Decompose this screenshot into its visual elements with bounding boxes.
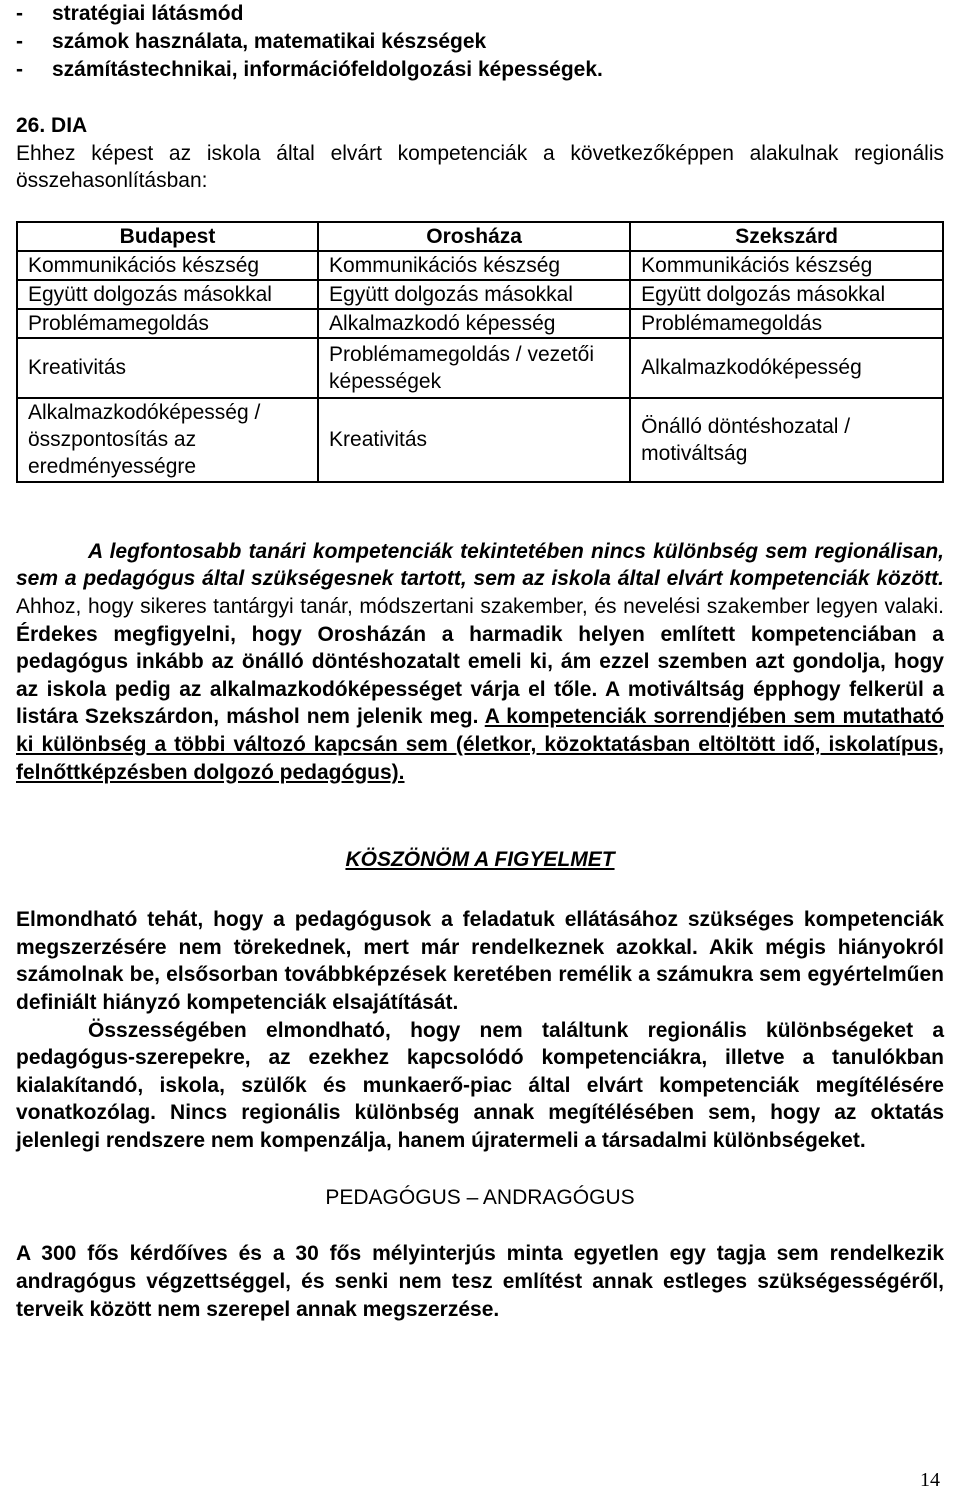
table-cell: Problémamegoldás / vezetői képességek: [318, 338, 630, 398]
paragraph-summary: Összességében elmondható, hogy nem találtunk regionális különbségeket a pedagógus-szerepekre, az ezekhez kapcsolódó kompetenciákra, illetve a tanulókban kialakítandó, iskola, szülők és munkaerő-piac által elvárt kompetenciák megítélésére vonatkozólag. Nincs regionális különbség annak megítélésében sem, hogy az oktatás jelenlegi rendszere nem kompenzálja, hanem újratermeli a társadalmi különbségeket.: [16, 1018, 944, 1152]
column-header-szekszard: Szekszárd: [630, 222, 943, 251]
table-cell: Kreativitás: [17, 338, 318, 398]
list-item: - számok használata, matematikai készségek: [16, 28, 944, 56]
findings-bold-underline: A kompetenciák sorrendjében sem mutatható ki különbség a többi változó kapcsán sem (életkor, közoktatásban eltöltött idő, iskolatípus, felnőttképzésben dolgozó pedagógus).: [16, 705, 944, 784]
heading-pedagogue-andragogue: PEDAGÓGUS – ANDRAGÓGUS: [325, 1186, 635, 1210]
table-row: [17, 309, 943, 338]
column-header-oroshaza: Orosháza: [318, 222, 630, 251]
page-number: 14: [920, 1469, 940, 1491]
findings-bold-italic: A legfontosabb tanári kompetenciák tekintetében nincs különbség sem regionálisan, sem a pedagógus által szükségesnek tartott, sem az iskola által elvárt kompetenciák között.: [16, 539, 944, 591]
slide-label: 26. DIA: [16, 114, 88, 137]
table-cell: Együtt dolgozás másokkal: [630, 280, 943, 309]
table-cell: Alkalmazkodóképesség / összpontosítás az eredményességre: [17, 398, 318, 482]
findings-normal: Ahhoz, hogy sikeres tantárgyi tanár, módszertani szakember, és nevelési szakember legyen valaki.: [16, 594, 944, 618]
table-row: [17, 398, 943, 482]
table-cell: Kommunikációs készség: [630, 251, 943, 280]
skills-list: [16, 0, 944, 84]
list-item: - stratégiai látásmód: [16, 0, 944, 28]
table-cell: Együtt dolgozás másokkal: [17, 280, 318, 309]
slide-intro: Ehhez képest az iskola által elvárt kompetenciák a következőképpen alakulnak regionális összehasonlításban:: [16, 141, 944, 193]
paragraph-findings: [16, 538, 944, 786]
table-cell: Problémamegoldás: [630, 309, 943, 338]
table-cell: Önálló döntéshozatal / motiváltság: [630, 398, 943, 482]
table-row: [17, 280, 943, 309]
heading-thanks: [16, 846, 944, 874]
table-cell: Problémamegoldás: [17, 309, 318, 338]
table-cell: Kreativitás: [318, 398, 630, 482]
paragraph-conclusion: Elmondható tehát, hogy a pedagógusok a feladatuk ellátásához szükséges kompetenciák megszerzésére nem törekednek, mert már rendelkeznek azokkal. Akik mégis hiányokról számolnak be, elsősorban továbbképzések keretében remélik a számukra sem egyértelműen definiált hiányzó kompetenciák elsajátítását.: [16, 908, 944, 1014]
document-page: [16, 0, 944, 1323]
heading-thanks-text: KÖSZÖNÖM A FIGYELMET: [345, 848, 615, 872]
list-item: - számítástechnikai, információfeldolgozási képességek.: [16, 56, 944, 84]
paragraph-andragogue: A 300 fős kérdőíves és a 30 fős mélyinterjús minta egyetlen egy tagja sem rendelkezik andragógus végzettséggel, és senki nem tesz említést annak estleges szükségességéről, terveik között nem szerepel annak megszerzése.: [16, 1242, 944, 1321]
table-row: [17, 251, 943, 280]
table-cell: Kommunikációs készség: [318, 251, 630, 280]
table-cell: Alkalmazkodó képesség: [318, 309, 630, 338]
table-header-row: [17, 222, 943, 251]
table-cell: Alkalmazkodóképesség: [630, 338, 943, 398]
table-cell: Kommunikációs készség: [17, 251, 318, 280]
table-row: [17, 338, 943, 398]
findings-bold: Érdekes megfigyelni, hogy Orosházán a harmadik helyen említett kompetenciában a pedagógus inkább az önálló döntéshozatalt emeli ki, ám ezzel szemben azt gondolja, hogy az iskola pedig az alkalmazkodóképességet várja el tőle. A motiváltság épphogy felkerül a listára Szekszárdon, máshol nem jelenik meg.: [16, 622, 944, 729]
column-header-budapest: Budapest: [17, 222, 318, 251]
competency-table: [16, 221, 944, 483]
table-cell: Együtt dolgozás másokkal: [318, 280, 630, 309]
